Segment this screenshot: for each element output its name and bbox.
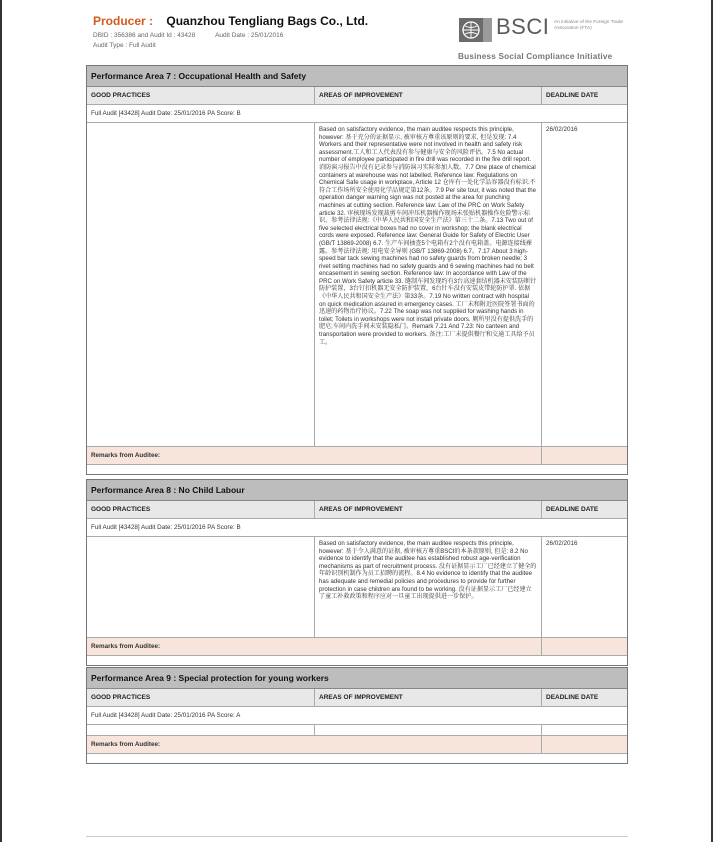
audit-ids <box>93 32 283 39</box>
report-header <box>93 14 633 64</box>
section-title: Performance Area 8 : No Child Labour <box>87 480 627 501</box>
bsci-logo <box>458 16 628 62</box>
footer-rule <box>86 836 628 837</box>
col-deadline-date: DEADLINE DATE <box>546 92 599 99</box>
column-header-row <box>87 87 627 105</box>
section-title: Performance Area 7 : Occupational Health and Safety <box>87 66 627 87</box>
col-areas-of-improvement: AREAS OF IMPROVEMENT <box>315 689 542 706</box>
col-good-practices: GOOD PRACTICES <box>87 689 315 706</box>
producer-line <box>93 14 368 28</box>
column-header-row <box>87 501 627 519</box>
deadline-cell <box>542 725 627 735</box>
col-deadline-date: DEADLINE DATE <box>546 694 599 701</box>
column-header-row <box>87 689 627 707</box>
section-spacer <box>87 656 627 665</box>
logo-wordmark: BSCI <box>496 14 550 39</box>
bsci-logo-icon <box>458 16 494 46</box>
col-areas-of-improvement: AREAS OF IMPROVEMENT <box>315 87 542 104</box>
remarks-value <box>542 638 627 655</box>
page-edge-left <box>0 0 2 842</box>
section-title: Performance Area 9 : Special protection for young workers <box>87 668 627 689</box>
findings-row <box>87 123 627 447</box>
audit-score-line: Full Audit [43428] Audit Date: 25/01/2016 PA Score: B <box>87 105 627 123</box>
findings-row <box>87 537 627 638</box>
improvement-cell <box>315 725 542 735</box>
improvement-text: Based on satisfactory evidence, the main auditee respects this principle, however: 基于充分的证据显示, 被审核方尊重该原则的要求, 但是发现: 7.4 Workers and their representative were not involved in health and safety risk assessment.工人和工人代表没有参与健康与安全的风险评估。7.5 No actual number of employee participated in fire drill was recorded in the fire drill report.消防演习报告中没有记录参与消防演习实际参加人数。7.7 One place of chemical containers at warehouse was not labelled. Reference law: Regulations on Chemical Safe usage in workplace, Article 12 仓库有一处化学品容器没有标识.不符合工作场所安全使用化学品规定第12条。7.9 Per site tour, it was noted that the operation danger warning sign was not posted at the area for punching machines at cutting section. Reference law: Law of the PRC on Work Safety article 32. 审核现场发现裁剪车间冲压机器操作现场未张贴机器操作危险警示标识。参考法律法规:《中华人民共和国安全生产法》第三十二条。7.13 Two out of five selected electrical boxes had no cover in workshop; the blank electrical cords were exposed. Reference law: General Guide for Safety of Electric User (GB/T 13869-2008) 6.7. 生产车间抽查5个电箱有2个没有电箱盖。电源连接线裸露。参考法律法规: 用电安全导则 (GB/T 13869-2008) 6.7。7.17 About 3 high-speed bar tack sewing machines had no safety guards from broken needle; 3 rivet setting machines had no safety guards and 6 sewing machines had no belt encasement in sewing section. Reference law: In accordance with Law of the PRC on Work Safety article 33. 缝制车间发现约有3台高速套结机器未安装防断针防护装置，3台钉扣机器无安全防护装置，6台针车没有安装皮带轮防护罩. 依据《中华人民共和国安全生产法》第33条。7.19 No written contract with hospital on quick medication assured in emergency cases. 工厂未和附近医院签署书面的迅速的药物治疗协议。7.22 The soap was not supplied for washing hands in toilet; Toilets in workshops were not install private doors. 厕所里没有提供洗手的肥皂;车间内洗手间未安装隐私门。Remark 7.21 And 7.23: No canteen and transportation were provided to workers. 备注:工厂未提供餐厅和交通工具给予员工。 <box>315 123 542 446</box>
dbid-text: DBID : 356386 and Audit Id : 43428 <box>93 32 196 39</box>
logo-tagline: An initiative of the Foreign Trade Association (FTA) <box>554 20 624 31</box>
good-practices-cell <box>87 123 315 446</box>
audit-type-text: Audit Type : Full Audit <box>93 42 156 49</box>
col-good-practices: GOOD PRACTICES <box>87 87 315 104</box>
section-spacer <box>87 754 627 763</box>
audit-date-text: Audit Date : 25/01/2016 <box>215 32 284 39</box>
performance-area-7 <box>86 65 628 475</box>
remarks-value <box>542 447 627 464</box>
audit-score-line: Full Audit [43428] Audit Date: 25/01/2016 PA Score: B <box>87 519 627 537</box>
audit-score-line: Full Audit [43428] Audit Date: 25/01/2016 PA Score: A <box>87 707 627 725</box>
producer-name: Quanzhou Tengliang Bags Co., Ltd. <box>166 14 369 28</box>
improvement-text: Based on satisfactory evidence, the main auditee respects this principle, however: 基于令人满意的证据, 被审核方尊重BSCI的本条款原则, 但是: 8.2 No evidence to identify that the auditee has established robust age-verification mechanisms as part of recruitment process. 没有证据显示工厂已经建立了健全的年龄识别机制作为员工招聘的流程。8.4 No evidence to identify that the auditee has adequate and remedial policies and procedures to provide for further protection in case children are found to be working. 没有证据显示工厂已经建立了童工补救政策和程序应对一旦童工出现提供进一步保护。 <box>315 537 542 637</box>
deadline-date: 26/02/2016 <box>546 126 578 133</box>
deadline-date: 26/02/2016 <box>546 540 578 547</box>
performance-area-8 <box>86 479 628 666</box>
remarks-label: Remarks from Auditee: <box>87 447 542 464</box>
col-good-practices: GOOD PRACTICES <box>87 501 315 518</box>
remarks-label: Remarks from Auditee: <box>87 736 542 753</box>
col-deadline-date: DEADLINE DATE <box>546 506 599 513</box>
remarks-row <box>87 638 627 656</box>
remarks-value <box>542 736 627 753</box>
good-practices-cell <box>87 725 315 735</box>
remarks-row <box>87 447 627 465</box>
section-spacer <box>87 465 627 474</box>
remarks-label: Remarks from Auditee: <box>87 638 542 655</box>
col-areas-of-improvement: AREAS OF IMPROVEMENT <box>315 501 542 518</box>
good-practices-cell <box>87 537 315 637</box>
remarks-row <box>87 736 627 754</box>
findings-row <box>87 725 627 736</box>
producer-label: Producer : <box>93 14 154 28</box>
performance-area-9 <box>86 667 628 764</box>
logo-subtitle: Business Social Compliance Initiative <box>458 52 613 61</box>
